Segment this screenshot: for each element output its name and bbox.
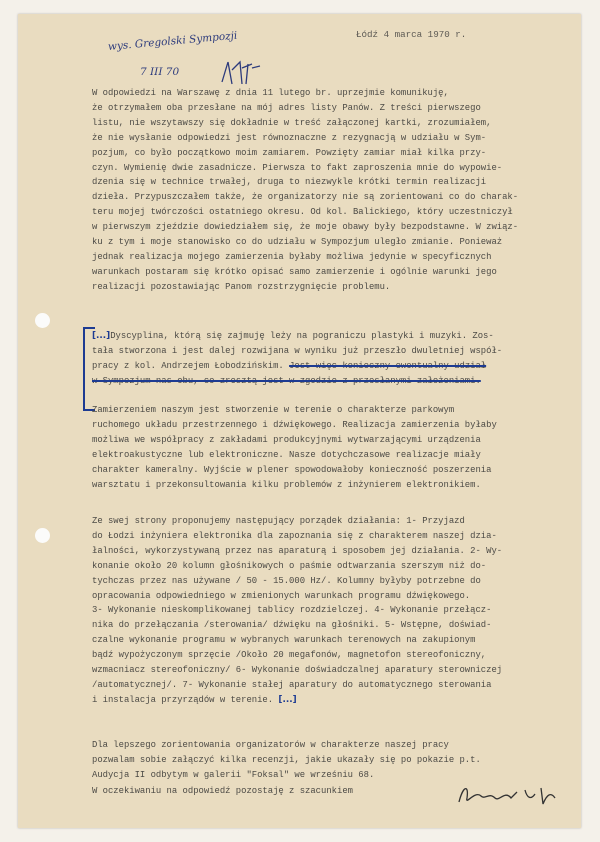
punch-hole (35, 528, 50, 543)
handwritten-date: 7 III 70 (140, 66, 180, 78)
struck-text: Jest więc konieczny ewentualny udział w Sympozjum nas obu, co zresztą jest w zgodzie z przesłanymi założeniami. (92, 360, 487, 386)
paragraph-reviews: Dla lepszego zorientowania organizatorów w charakterze naszej pracy pozwalam sobie załączyć kilka recenzji, jakie ukazały się po pokazie p.t. Audycja II odbytym w galerii "Foksal" we wrześniu 68. (92, 740, 481, 780)
paragraph-discipline (92, 329, 552, 389)
paragraph-plan (92, 514, 552, 708)
handwritten-initials (218, 58, 262, 88)
paragraph-closing: W oczekiwaniu na odpowiedź pozostaję z szacunkiem (92, 786, 353, 796)
editorial-bracket: [...] (278, 694, 297, 705)
paragraph-intro: W odpowiedzi na Warszawę z dnia 11 lutego br. uprzejmie komunikuję, że otrzymałem oba przesłane na mój adres listy Panów. Z treści pierwszego listu, nie wszytawszy się dokładnie w treść załączonej kartki, zrozumiałem, że nie wysłanie odpowiedzi jest równoznaczne z rezygnacją w udziału w Sym- pozjum, co było początkowo moim zamiarem. Powzięty zamiar miał kilka przy- czyn. Wymienię dwie zasadnicze. Pierwsza to fakt zaproszenia mnie do wypowie- dzenia się w technice trwałej, druga to niezwykle krótki termin realizacji dzieła. Przypuszczałem także, że organizatorzy nie są zorientowani co do charak- teru mojej twórczości ostatniego okresu. Od kol. Balickiego, który uczestniczył w pierwszym zjeździe dowiedziałem się, że moje obawy były bezpodstawne. W związ- ku z tym i moje stanowisko co do udziału w Sympozjum uległo zmianie. Ponieważ jednak realizacja mojego zamierzenia byłaby możliwa jedynie w specyficznych warunkach postaram się krótko opisać samo zamierzenie i ogólnie warunki jego realizacji pozostawiając Panom rozstrzygnięcie problemu. (92, 88, 519, 292)
signature (455, 780, 565, 810)
paragraph-discipline-text: Dyscyplina, którą się zajmuję leży na pograniczu plastyki i muzyki. Zos- tała stworzona i jest dalej rozwijana w wyniku już przeszło dwuletniej współ- pracy z kol. Andrzejem Łobodzińskim. (92, 331, 503, 371)
paragraph-intent: Zamierzeniem naszym jest stworzenie w terenie o charakterze parkowym ruchomego układu przestrzennego i dźwiękowego. Realizacja zamierzenia byłaby możliwa we współpracy z zakładami produkcyjnymi wytwarzającymi urządzenia elektroakustyczne lub elektroniczne. Nasze dotychczasowe realizacje miały charakter kameralny. Wyjście w plener spowodowałoby konieczność poszerzenia warsztatu i przekonsultowania kilku problemów z inżynierem elektronikiem. (92, 405, 497, 490)
handwritten-note: wys. Gregolski Sympozji (107, 29, 238, 53)
left-bracket-mark (83, 327, 95, 411)
letter-date: Łódź 4 marca 1970 r. (356, 29, 467, 40)
punch-hole (35, 313, 50, 328)
editorial-bracket: [...] (92, 331, 111, 341)
paragraph-plan-text: Ze swej strony proponujemy następujący porządek działania: 1- Przyjazd do Łodzi inżyniera elektronika dla zapoznania się z charakterem naszej dzia- łalności, wykorzystywaną przez nas aparaturą i sposobem jej działania. 2- Wy- konanie około 20 kolumn głośnikowych o paśmie odtwarzania szerszym niż do- tychczas przez nas używane / 50 - 15.000 Hz/. Kolumny byłyby potrzebne do opracowania odpowiedniego w zmienionych warunkach programu dźwiękowego. 3- Wykonanie nieskomplikowanej tablicy rozdzielczej. 4- Wykonanie przełącz- nika do przełączania /sterowania/ dźwięku na głośniki. 5- Wstępne, doświad- czalne wykonanie programu w wybranych warunkach terenowych na zakupionym bądź wypożyczonym sprzęcie /Około 20 megafonów, magnetofon stereofoniczny, wzmacniacz stereofoniczny/ 6- Wykonanie doświadczalnej aparatury sterowniczej /automatycznej/. 7- Wykonanie stałej aparatury do automatycznego sterowania i instalacja przyrządów w terenie. (92, 516, 503, 705)
